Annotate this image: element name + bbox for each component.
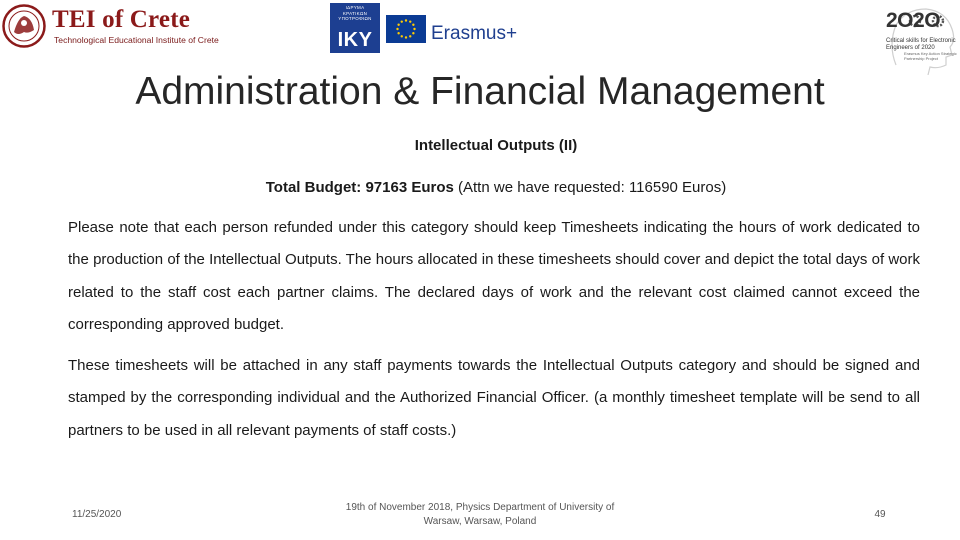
project-subtitle: Erasmus Key Action Strategic Partnership Project xyxy=(904,51,957,61)
erasmus-plus-text: Erasmus+ xyxy=(431,23,518,44)
iky-text: IKY xyxy=(337,29,373,51)
eu-flag-icon xyxy=(386,15,426,43)
eu-star xyxy=(396,28,398,30)
tei-subtitle: Technological Educational Institute of Crete xyxy=(54,35,219,45)
eu-star xyxy=(413,28,415,30)
eu-star xyxy=(397,24,399,26)
project-2020-logo xyxy=(882,5,958,75)
eu-star xyxy=(401,35,403,37)
tei-seal-icon xyxy=(2,4,46,48)
paragraph-timesheets: Please note that each person refunded under this category should keep Timesheets indicating the hours of work dedicated to the production of the Intellectual Outputs. The hours allocated in these timesheets should cover and depict the total days of work related to the staff cost each partner claims. The declared days of work and the relevant cost claimed cannot exceed the corresponding approved budget. xyxy=(68,219,920,333)
eu-star xyxy=(412,24,414,26)
eu-star xyxy=(409,20,411,22)
eu-star xyxy=(405,36,407,38)
tei-crete-logo xyxy=(2,4,219,50)
project-year: 2O2O xyxy=(886,9,941,32)
paragraph-attachments: These timesheets will be attached in any staff payments towards the Intellectual Outputs category and should be signed and stamped by the corresponding individual and the Authorized Financial Officer. (a monthly timesheet template will be send to all partners to be used in all relevant payments of staff costs.) xyxy=(68,357,920,439)
footer-event-line2: Warsaw, Warsaw, Poland xyxy=(423,516,537,527)
footer-date: 11/25/2020 xyxy=(72,509,122,520)
eu-star xyxy=(397,32,399,34)
budget-line xyxy=(0,179,960,196)
tei-title: TEI of Crete xyxy=(52,6,191,33)
project-title: Critical skills for Electronic Engineers of 2020 xyxy=(886,38,956,51)
eu-star xyxy=(412,32,414,34)
total-budget-label: Total Budget: 97163 Euros xyxy=(265,179,454,196)
eu-star xyxy=(405,19,407,21)
footer-event xyxy=(320,501,640,529)
slide-title: Administration & Financial Management xyxy=(135,70,825,113)
footer-event-line1: 19th of November 2018, Physics Department of University of xyxy=(345,502,615,513)
iky-logo xyxy=(330,3,380,53)
iky-small-text: ΙΔΡΥΜΑ ΚΡΑΤΙΚΩΝ ΥΠΟΤΡΟΦΙΩΝ xyxy=(338,5,372,21)
slide-number: 49 xyxy=(874,509,886,520)
eu-star xyxy=(401,20,403,22)
budget-note: (Attn we have requested: 116590 Euros) xyxy=(453,179,727,196)
eu-star xyxy=(409,35,411,37)
section-subheading: Intellectual Outputs (II) xyxy=(414,137,578,154)
